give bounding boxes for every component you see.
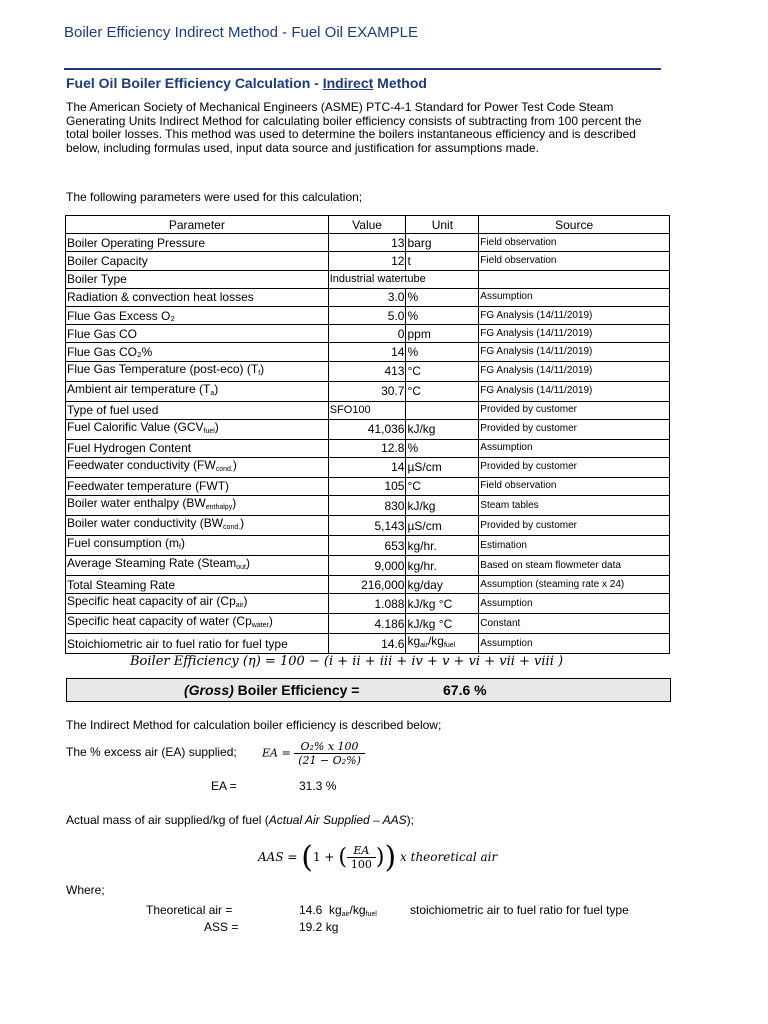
source-cell: Provided by customer <box>479 419 670 439</box>
unit-cell <box>406 477 479 495</box>
parameter-text: Feedwater conductivity (FW <box>67 457 216 472</box>
source-cell: Field observation <box>479 477 670 495</box>
value-cell: 413 <box>328 361 406 381</box>
efficiency-formula: Boiler Efficiency (η) = 100 − (i + ii + iii + iv + v + vi + vii + viii ) <box>130 654 564 669</box>
unit-text: °C <box>407 364 421 378</box>
theoretical-air-unit-kg: kg <box>329 903 342 917</box>
excess-air-formula <box>262 740 365 767</box>
parameter-text: Flue Gas Temperature (post-eco) (T <box>67 361 259 376</box>
table-header-row <box>66 216 670 234</box>
parameter-text: Flue Gas Excess O₂ <box>67 308 176 323</box>
parameter-cell <box>66 306 329 324</box>
theoretical-air-unit-sub-fuel: fuel <box>365 911 377 918</box>
parameter-text: Fuel Hydrogen Content <box>67 441 192 456</box>
parameter-subscript: f <box>179 544 181 552</box>
value-cell: 14 <box>328 343 406 361</box>
parameter-text-end: ) <box>240 516 245 531</box>
parameters-table <box>65 215 670 654</box>
parameter-text: Boiler Capacity <box>67 253 148 268</box>
theoretical-air-unit-sub-air: air <box>341 911 350 918</box>
table-row <box>66 325 670 343</box>
theoretical-air-number: 14.6 <box>299 903 323 917</box>
aas-one-plus: 1 + <box>312 850 335 864</box>
excess-air-result-label: EA = <box>211 779 237 793</box>
unit-cell <box>406 401 479 419</box>
result-label-gross: (Gross) <box>184 682 234 698</box>
table-row <box>66 381 670 401</box>
unit-cell <box>406 439 479 457</box>
parameter-text: Flue Gas CO₂% <box>67 344 153 359</box>
parameter-cell <box>66 457 329 477</box>
parameter-subscript: enthalpy <box>205 504 233 512</box>
source-cell: Provided by customer <box>479 516 670 536</box>
unit-text: ppm <box>407 326 431 341</box>
table-row <box>66 343 670 361</box>
value-cell: 12 <box>328 252 406 270</box>
source-cell: Steam tables <box>479 496 670 516</box>
table-row <box>66 536 670 556</box>
source-cell: Assumption (steaming rate x 24) <box>479 576 670 594</box>
table-row <box>66 288 670 306</box>
parameters-intro: The following parameters were used for this calculation; <box>66 190 363 204</box>
source-cell: Field observation <box>479 252 670 270</box>
aas-open-paren: ( <box>301 840 313 875</box>
table-row <box>66 401 670 419</box>
theoretical-air-note: stoichiometric air to fuel ratio for fuel type <box>410 903 629 917</box>
parameter-text: Average Steaming Rate (Steam <box>67 556 237 571</box>
unit-text: kJ/kg °C <box>407 596 453 611</box>
parameter-text-end: ) <box>245 556 250 571</box>
parameter-text: Flue Gas CO <box>67 326 138 341</box>
parameter-cell <box>66 634 329 654</box>
parameter-cell <box>66 419 329 439</box>
value-cell: 4.186 <box>328 614 406 634</box>
value-cell: 14 <box>328 457 406 477</box>
parameter-subscript: water <box>251 622 269 630</box>
parameter-text: Specific heat capacity of air (Cp <box>67 594 236 609</box>
table-row <box>66 234 670 252</box>
unit-cell <box>406 288 479 306</box>
unit-cell <box>406 306 479 324</box>
value-cell: 5,143 <box>328 516 406 536</box>
unit-cell <box>406 343 479 361</box>
excess-air-fraction <box>294 740 365 767</box>
source-cell: FG Analysis (14/11/2019) <box>479 343 670 361</box>
table-row <box>66 306 670 324</box>
parameter-cell <box>66 439 329 457</box>
unit-cell <box>406 419 479 439</box>
source-cell: FG Analysis (14/11/2019) <box>479 325 670 343</box>
aas-fraction <box>347 844 376 871</box>
unit-text: barg <box>407 235 432 250</box>
source-cell: Assumption <box>479 288 670 306</box>
section-title-suffix: Method <box>373 75 427 91</box>
unit-cell <box>406 252 479 270</box>
source-cell: Provided by customer <box>479 457 670 477</box>
theoretical-air-value <box>299 903 377 918</box>
parameter-text: Specific heat capacity of water (Cp <box>67 614 252 629</box>
aas-label <box>66 813 414 827</box>
value-cell: 1.088 <box>328 594 406 614</box>
parameter-text: Boiler Operating Pressure <box>67 235 206 250</box>
unit-text: % <box>407 344 419 359</box>
parameter-text: Ambient air temperature (T <box>67 381 211 396</box>
unit-cell <box>406 634 479 654</box>
value-cell: 30.7 <box>328 381 406 401</box>
ass-value: 19.2 kg <box>299 920 339 934</box>
unit-cell <box>406 457 479 477</box>
parameter-subscript: fuel <box>203 427 215 435</box>
unit-cell <box>406 556 479 576</box>
unit-cell <box>406 614 479 634</box>
source-cell: Estimation <box>479 536 670 556</box>
value-cell: 653 <box>328 536 406 556</box>
parameter-text: Total Steaming Rate <box>67 577 176 592</box>
theoretical-air-unit-mid: /kg <box>349 903 366 917</box>
table-row <box>66 614 670 634</box>
unit-subscript: air <box>420 642 428 650</box>
parameter-text: Fuel Calorific Value (GCV <box>67 419 204 434</box>
parameter-text-end: ) <box>214 381 219 396</box>
table-row <box>66 457 670 477</box>
table-row <box>66 270 670 288</box>
source-cell: Based on steam flowmeter data <box>479 556 670 576</box>
document-header-title: Boiler Efficiency Indirect Method - Fuel Oil EXAMPLE <box>64 24 419 41</box>
parameter-cell <box>66 252 329 270</box>
excess-air-numerator: O₂% x 100 <box>294 740 365 754</box>
header-divider <box>64 68 661 70</box>
parameter-text: Boiler water conductivity (BW <box>67 516 224 531</box>
unit-text: % <box>407 441 419 456</box>
unit-text: kg/hr. <box>407 538 437 553</box>
parameter-text-end: ) <box>214 419 219 434</box>
value-cell: 41,036 <box>328 419 406 439</box>
parameter-subscript: out <box>236 564 246 572</box>
parameter-cell <box>66 234 329 252</box>
theoretical-air-label: Theoretical air = <box>146 903 233 917</box>
aas-label-italic: Actual Air Supplied – AAS <box>268 813 407 827</box>
header-parameter: Parameter <box>66 216 329 234</box>
unit-cell <box>406 516 479 536</box>
parameter-text-end: ) <box>268 614 273 629</box>
gross-efficiency-result <box>66 678 671 702</box>
parameter-text: Boiler Type <box>67 272 127 287</box>
method-description: The Indirect Method for calculation boiler efficiency is described below; <box>66 718 442 732</box>
parameter-text-end: ) <box>181 536 185 551</box>
source-cell: Constant <box>479 614 670 634</box>
header-unit: Unit <box>406 216 479 234</box>
header-value: Value <box>328 216 406 234</box>
parameter-cell <box>66 576 329 594</box>
parameter-subscript: cond. <box>215 465 233 473</box>
unit-subscript-2: fuel <box>443 642 456 650</box>
table-row <box>66 419 670 439</box>
aas-lhs: AAS = <box>258 850 298 864</box>
unit-cell <box>406 594 479 614</box>
excess-air-result-value: 31.3 % <box>299 779 337 793</box>
value-cell: SFO100 <box>328 401 406 419</box>
source-cell: FG Analysis (14/11/2019) <box>479 361 670 381</box>
parameter-subscript: a <box>210 389 215 397</box>
unit-cell <box>406 361 479 381</box>
unit-text: kJ/kg <box>407 422 436 437</box>
aas-rhs: x theoretical air <box>400 850 498 864</box>
parameter-cell <box>66 381 329 401</box>
parameter-text: Boiler water enthalpy (BW <box>67 496 206 511</box>
aas-close-paren: ) <box>384 840 397 875</box>
parameter-text-end: ) <box>243 594 248 609</box>
source-cell <box>479 270 670 288</box>
table-row <box>66 516 670 536</box>
header-source: Source <box>479 216 670 234</box>
ass-label: ASS = <box>204 920 239 934</box>
unit-text: t <box>407 253 411 268</box>
source-cell: Assumption <box>479 634 670 654</box>
value-cell: 9,000 <box>328 556 406 576</box>
aas-fraction-numerator: EA <box>347 844 376 858</box>
unit-text: °C <box>407 479 421 494</box>
aas-label-post: ); <box>406 813 414 827</box>
where-label: Where; <box>66 883 105 897</box>
value-cell: 14.6 <box>328 634 406 654</box>
unit-text-mid: /kg <box>427 634 444 649</box>
table-row <box>66 252 670 270</box>
table-row <box>66 556 670 576</box>
parameter-cell <box>66 594 329 614</box>
parameter-cell <box>66 516 329 536</box>
value-cell: 216,000 <box>328 576 406 594</box>
parameter-subscript: cond. <box>223 524 241 532</box>
table-row <box>66 439 670 457</box>
unit-text: % <box>407 308 419 323</box>
parameter-cell <box>66 343 329 361</box>
table-row <box>66 576 670 594</box>
excess-air-label: The % excess air (EA) supplied; <box>66 745 237 759</box>
section-title <box>66 75 427 91</box>
aas-label-pre: Actual mass of air supplied/kg of fuel ( <box>66 813 269 827</box>
parameter-text-end: ) <box>260 361 265 376</box>
value-cell: 13 <box>328 234 406 252</box>
parameter-cell <box>66 556 329 576</box>
table-row <box>66 496 670 516</box>
table-row <box>66 361 670 381</box>
parameter-text: Radiation & convection heat losses <box>67 290 254 305</box>
section-title-underlined: Indirect <box>322 75 374 91</box>
result-value: 67.6 % <box>443 682 487 698</box>
parameter-cell <box>66 614 329 634</box>
unit-text: °C <box>407 384 421 398</box>
unit-cell <box>406 576 479 594</box>
source-cell: Assumption <box>479 594 670 614</box>
parameter-cell <box>66 325 329 343</box>
aas-formula <box>258 840 497 875</box>
value-cell: Industrial watertube <box>328 270 479 288</box>
section-title-prefix: Fuel Oil Boiler Efficiency Calculation - <box>66 75 323 91</box>
parameter-cell <box>66 401 329 419</box>
unit-cell <box>406 325 479 343</box>
parameter-cell <box>66 496 329 516</box>
parameter-cell <box>66 536 329 556</box>
parameter-text-end: ) <box>232 457 237 472</box>
excess-air-lhs: EA = <box>262 746 291 760</box>
unit-text: µS/cm <box>407 518 442 533</box>
result-label <box>184 682 359 698</box>
table-row <box>66 477 670 495</box>
parameter-text: Type of fuel used <box>67 403 159 418</box>
unit-text: kJ/kg °C <box>407 616 453 631</box>
source-cell: Provided by customer <box>479 401 670 419</box>
source-cell: Assumption <box>479 439 670 457</box>
parameter-subscript: air <box>235 602 244 610</box>
value-cell: 0 <box>328 325 406 343</box>
value-cell: 12.8 <box>328 439 406 457</box>
parameter-cell <box>66 270 329 288</box>
parameter-text: Feedwater temperature (FWT) <box>67 479 230 494</box>
unit-cell <box>406 234 479 252</box>
intro-paragraph: The American Society of Mechanical Engineers (ASME) PTC-4-1 Standard for Power Test Code Steam Generating Units Indirect Method for calculating boiler efficiency consists of subtracting from 100 percent the total boiler losses. This method was used to determine the boilers instantaneous efficiency and is described below, including formulas used, input data source and justification for assumptions made. <box>66 100 642 155</box>
table-row <box>66 634 670 654</box>
parameter-text: Fuel consumption (m <box>67 536 180 551</box>
table-row <box>66 594 670 614</box>
parameter-subscript: f <box>258 369 261 377</box>
unit-text: µS/cm <box>407 460 442 475</box>
unit-cell <box>406 536 479 556</box>
aas-inner-close-paren: ) <box>375 845 385 870</box>
unit-text: kg/day <box>407 577 443 592</box>
unit-text: % <box>407 290 419 305</box>
parameter-cell <box>66 477 329 495</box>
parameter-text: Stoichiometric air to fuel ratio for fuel type <box>67 636 288 651</box>
result-label-rest: Boiler Efficiency = <box>233 682 360 698</box>
unit-cell <box>406 496 479 516</box>
unit-text: kg <box>407 634 421 649</box>
unit-text: kg/hr. <box>407 558 437 573</box>
value-cell: 5.0 <box>328 306 406 324</box>
value-cell: 830 <box>328 496 406 516</box>
aas-inner-open-paren: ( <box>338 845 347 870</box>
parameter-text-end: ) <box>232 496 237 511</box>
source-cell: FG Analysis (14/11/2019) <box>479 306 670 324</box>
unit-cell <box>406 381 479 401</box>
unit-text: kJ/kg <box>407 498 436 513</box>
excess-air-denominator: (21 − O₂%) <box>298 754 361 767</box>
value-cell: 3.0 <box>328 288 406 306</box>
parameter-cell <box>66 361 329 381</box>
source-cell: Field observation <box>479 234 670 252</box>
aas-fraction-denominator: 100 <box>350 858 372 871</box>
parameter-cell <box>66 288 329 306</box>
value-cell: 105 <box>328 477 406 495</box>
source-cell: FG Analysis (14/11/2019) <box>479 381 670 401</box>
